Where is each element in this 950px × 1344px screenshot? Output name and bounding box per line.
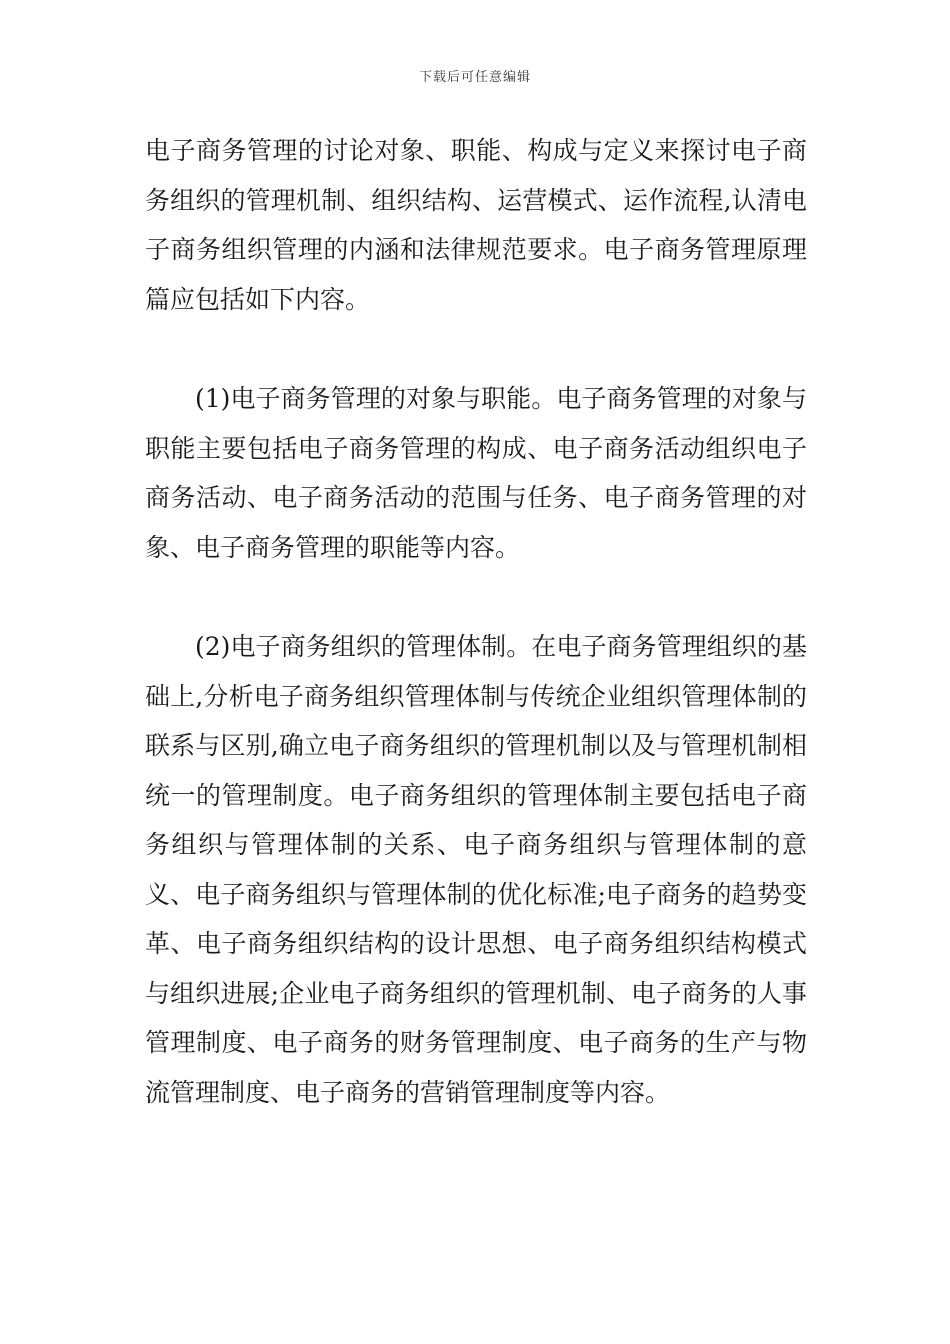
paragraph-item-1: (1)电子商务管理的对象与职能。电子商务管理的对象与职能主要包括电子商务管理的构成、电子商务活动组织电子商务活动、电子商务活动的范围与任务、电子商务管理的对象、电子商务管理的职能等内容。 bbox=[145, 384, 807, 562]
paragraph-spacer bbox=[145, 324, 807, 374]
page-header: 下载后可任意编辑 bbox=[418, 70, 531, 85]
paragraph-intro: 电子商务管理的讨论对象、职能、构成与定义来探讨电子商务组织的管理机制、组织结构、运营模式、运作流程,认清电子商务组织管理的内涵和法律规范要求。电子商务管理原理篇应包括如下内容。 bbox=[145, 136, 807, 314]
paragraph-item-2: (2)电子商务组织的管理体制。在电子商务管理组织的基础上,分析电子商务组织管理体制与传统企业组织管理体制的联系与区别,确立电子商务组织的管理机制以及与管理机制相统一的管理制度。电子商务组织的管理体制主要包括电子商务组织与管理体制的关系、电子商务组织与管理体制的意义、电子商务组织与管理体制的优化标准;电子商务的趋势变革、电子商务组织结构的设计思想、电子商务组织结构模式与组织进展;企业电子商务组织的管理机制、电子商务的人事管理制度、电子商务的财务管理制度、电子商务的生产与物流管理制度、电子商务的营销管理制度等内容。 bbox=[145, 632, 807, 1107]
document-body bbox=[145, 126, 807, 1117]
paragraph-spacer bbox=[145, 572, 807, 622]
